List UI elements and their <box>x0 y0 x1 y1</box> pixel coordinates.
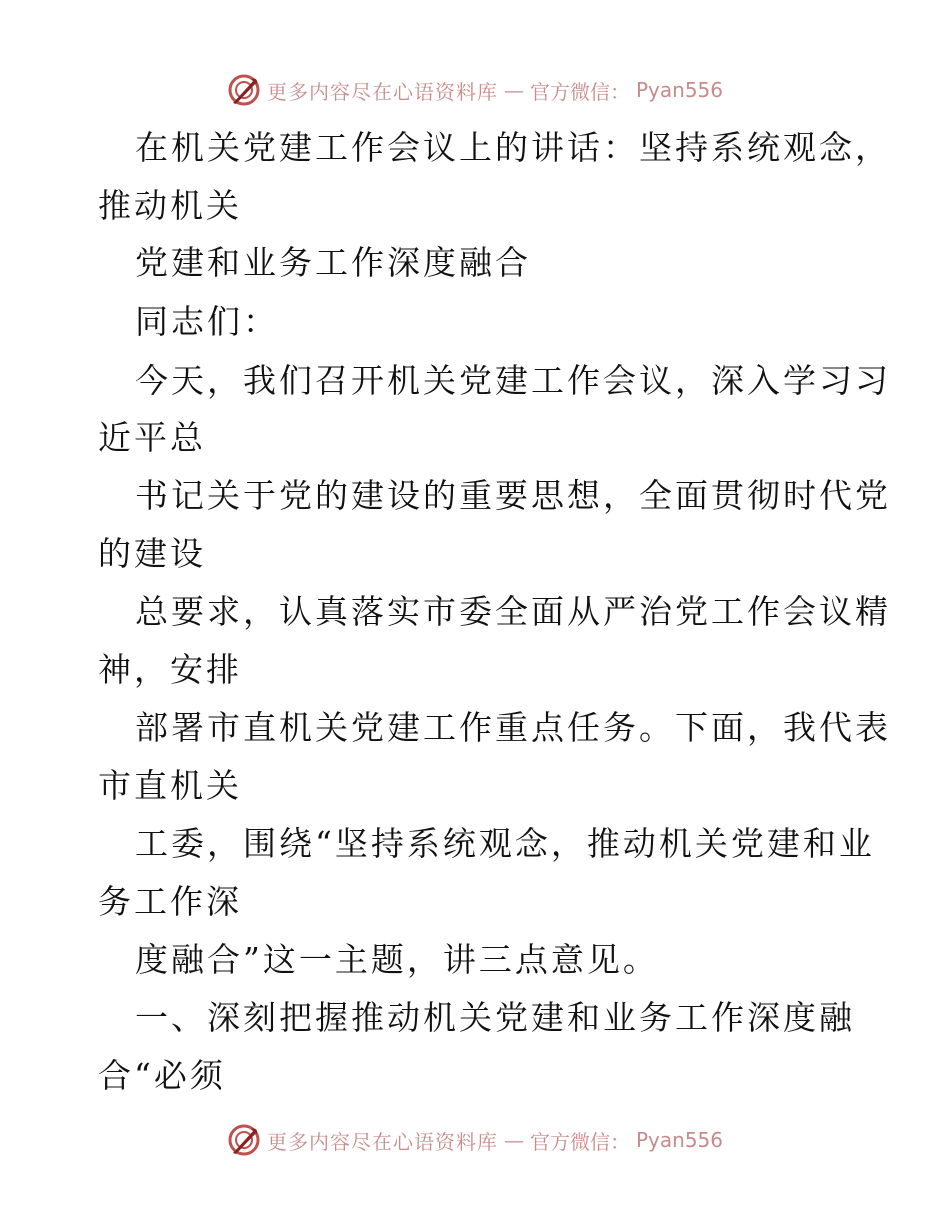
watermark-dash: — <box>503 1128 524 1152</box>
paragraph-line: 工委，围绕“坚持系统观念，推动机关党建和业 <box>135 824 875 863</box>
paragraph-line: 的建设 <box>98 534 206 573</box>
document-title-line-1: 在机关党建工作会议上的讲话：坚持系统观念， <box>135 128 891 167</box>
paragraph-line: 书记关于党的建设的重要思想，全面贯彻时代党 <box>135 476 891 515</box>
paragraph-line: 部署市直机关党建工作重点任务。下面，我代表 <box>135 708 891 747</box>
watermark-dash: — <box>503 78 524 102</box>
quill-logo-icon <box>227 73 261 107</box>
watermark-text: 更多内容尽在心语资料库 <box>266 1129 498 1154</box>
paragraph-line: 近平总 <box>98 418 206 457</box>
watermark-wechat-id: Pyan556 <box>635 78 723 102</box>
salutation: 同志们： <box>135 302 279 341</box>
document-title-line-3: 党建和业务工作深度融合 <box>135 243 531 282</box>
paragraph-line: 度融合”这一主题，讲三点意见。 <box>135 940 659 979</box>
watermark-suffix: 官方微信： <box>529 1129 630 1154</box>
paragraph-line: 总要求，认真落实市委全面从严治党工作会议精 <box>135 592 891 631</box>
paragraph-line: 今天，我们召开机关党建工作会议，深入学习习 <box>135 361 891 400</box>
section-heading-line: 一、深刻把握推动机关党建和业务工作深度融 <box>135 998 855 1037</box>
paragraph-line: 神，安排 <box>98 650 242 689</box>
document-title-line-2: 推动机关 <box>98 186 242 225</box>
paragraph-line: 务工作深 <box>98 882 242 921</box>
paragraph-line: 市直机关 <box>98 766 242 805</box>
section-heading-line: 合“必须 <box>98 1056 226 1095</box>
watermark-suffix: 官方微信： <box>529 79 630 104</box>
watermark-text: 更多内容尽在心语资料库 <box>266 79 498 104</box>
footer-watermark <box>0 1120 950 1160</box>
header-watermark <box>0 70 950 110</box>
quill-logo-icon <box>227 1123 261 1157</box>
watermark-wechat-id: Pyan556 <box>635 1128 723 1152</box>
